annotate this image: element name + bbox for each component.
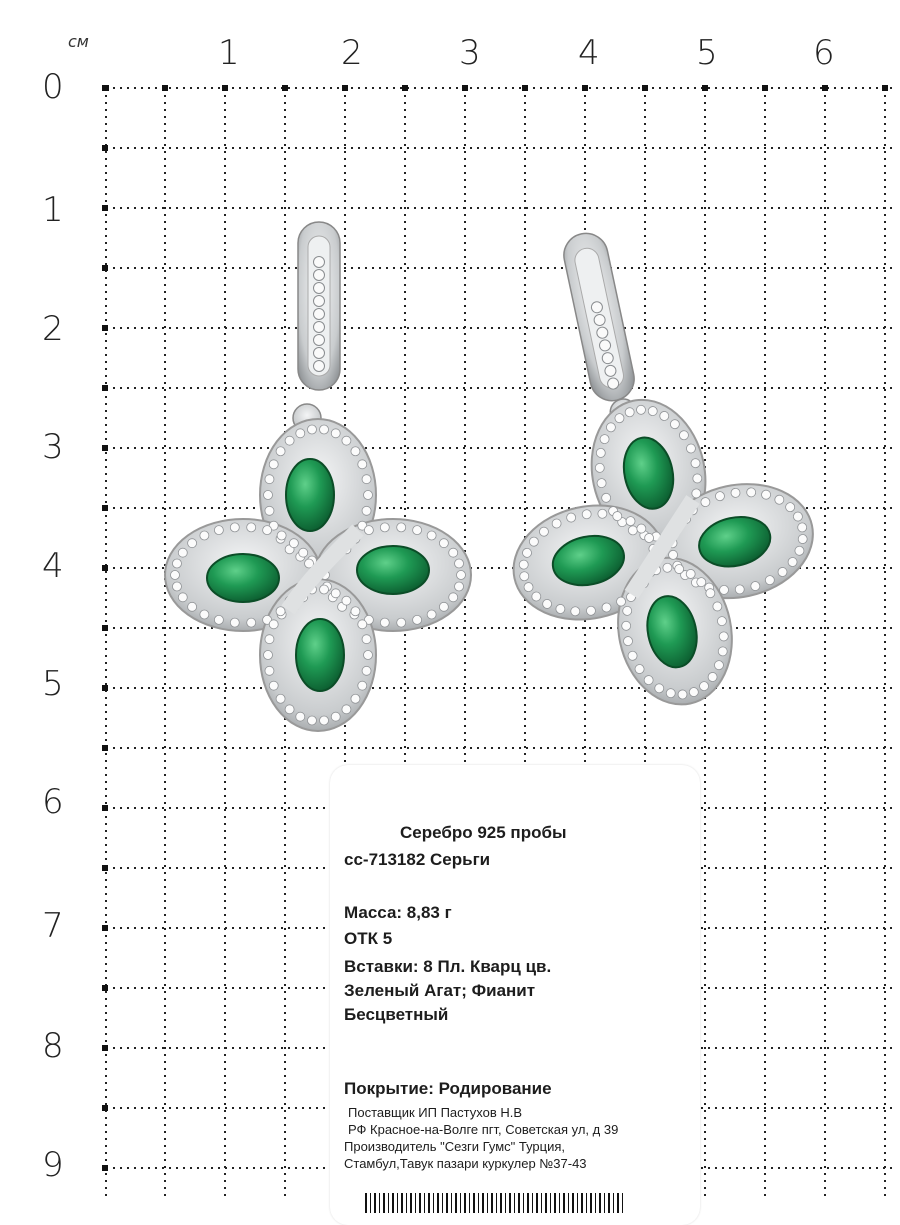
product-tag bbox=[330, 765, 700, 1225]
y-tick-6: 6 bbox=[42, 782, 64, 822]
left-earring bbox=[165, 222, 471, 731]
y-tick-7: 7 bbox=[42, 906, 64, 946]
x-tick-4: 4 bbox=[578, 33, 600, 73]
x-tick-2: 2 bbox=[341, 33, 363, 73]
unit-label: см bbox=[68, 32, 89, 51]
x-tick-3: 3 bbox=[459, 33, 481, 73]
tag-inserts-3: Бесцветный bbox=[344, 1005, 449, 1024]
y-tick-1: 1 bbox=[42, 190, 64, 230]
y-tick-9: 9 bbox=[42, 1145, 64, 1185]
tag-supplier: Поставщик ИП Пастухов Н.В bbox=[348, 1105, 523, 1120]
tag-otk: ОТК 5 bbox=[344, 929, 393, 948]
tag-inserts-2: Зеленый Агат; Фианит bbox=[344, 981, 536, 1000]
tag-inserts-1: Вставки: 8 Пл. Кварц цв. bbox=[344, 957, 552, 976]
x-tick-1: 1 bbox=[218, 33, 240, 73]
y-tick-8: 8 bbox=[42, 1026, 64, 1066]
x-tick-6: 6 bbox=[813, 33, 835, 73]
tag-coating: Покрытие: Родирование bbox=[344, 1079, 552, 1098]
tag-line-2: сс-713182 Серьги bbox=[344, 850, 491, 869]
y-tick-4: 4 bbox=[42, 546, 64, 586]
tag-manufacturer-address: Стамбул,Тавук пазари куркулер №37-43 bbox=[344, 1156, 587, 1171]
y-tick-5: 5 bbox=[42, 664, 64, 704]
x-tick-5: 5 bbox=[696, 33, 718, 73]
tag-manufacturer: Производитель "Сезги Гумс" Турция, bbox=[344, 1139, 566, 1154]
right-earring bbox=[447, 200, 843, 734]
y-tick-0: 0 bbox=[42, 67, 64, 107]
y-tick-2: 2 bbox=[42, 309, 64, 349]
tag-mass: Масса: 8,83 г bbox=[344, 903, 452, 922]
tag-line-1: Серебро 925 пробы bbox=[400, 823, 567, 842]
y-tick-3: 3 bbox=[42, 427, 64, 467]
barcode bbox=[365, 1193, 625, 1213]
tag-address: РФ Красное-на-Волге пгт, Советская ул, д 39 bbox=[348, 1122, 619, 1137]
